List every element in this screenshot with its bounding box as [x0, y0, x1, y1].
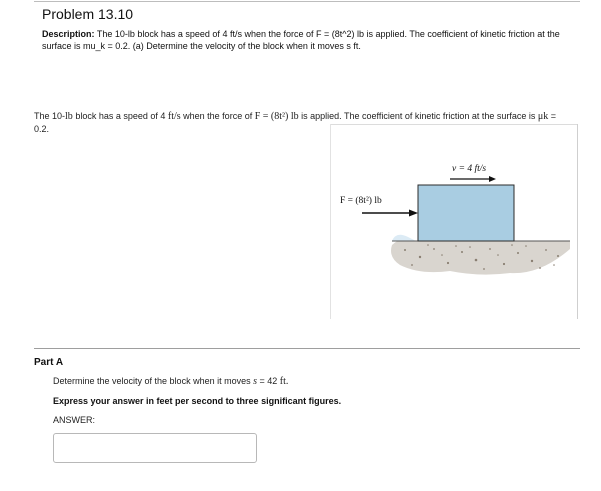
- description-text: The 10-lb block has a speed of 4 ft/s when the force of F = (8t^2) lb is applied. The coefficient of kinetic friction at the surface is mu_k = 0.2. (a) Determine the velocity of the block when it moves s ft.: [42, 29, 560, 51]
- top-divider: [34, 1, 580, 2]
- question-value: = 42: [257, 376, 280, 386]
- question-variable: s: [253, 376, 257, 387]
- intro-speed-unit: ft/s: [167, 111, 181, 122]
- intro-mu-symbol: μk: [537, 111, 549, 122]
- question-text: Determine the velocity of the block when it moves: [53, 376, 254, 386]
- intro-weight-unit: lb: [65, 111, 73, 122]
- ground-highlight: [392, 235, 416, 241]
- intro-text-5: = 0.2.: [34, 111, 557, 134]
- force-arrowhead: [409, 210, 418, 217]
- answer-input[interactable]: [53, 433, 257, 463]
- force-label: F = (8t²) lb: [340, 196, 382, 206]
- intro-force-expression: F = (8t²) lb: [254, 111, 299, 122]
- ground-surface: [391, 240, 570, 275]
- question-unit: ft.: [279, 376, 289, 387]
- answer-label: ANSWER:: [53, 415, 96, 425]
- velocity-arrowhead: [489, 176, 496, 182]
- intro-text-4: is applied. The coefficient of kinetic friction at the surface is: [298, 111, 538, 121]
- block-diagram: [330, 125, 578, 320]
- part-a-question: [53, 376, 288, 387]
- intro-text-2: block has a speed of 4: [72, 111, 168, 121]
- problem-title: Problem 13.10: [42, 6, 134, 22]
- part-divider: [34, 348, 580, 349]
- problem-description: [42, 28, 562, 52]
- part-a-heading: Part A: [34, 357, 64, 368]
- intro-text-3: when the force of: [180, 111, 255, 121]
- intro-text-1: The 10-: [34, 111, 66, 121]
- description-label: Description:: [42, 29, 95, 39]
- block: [418, 185, 514, 241]
- answer-instruction: Express your answer in feet per second to three significant figures.: [53, 396, 342, 406]
- velocity-label: v = 4 ft/s: [452, 164, 487, 174]
